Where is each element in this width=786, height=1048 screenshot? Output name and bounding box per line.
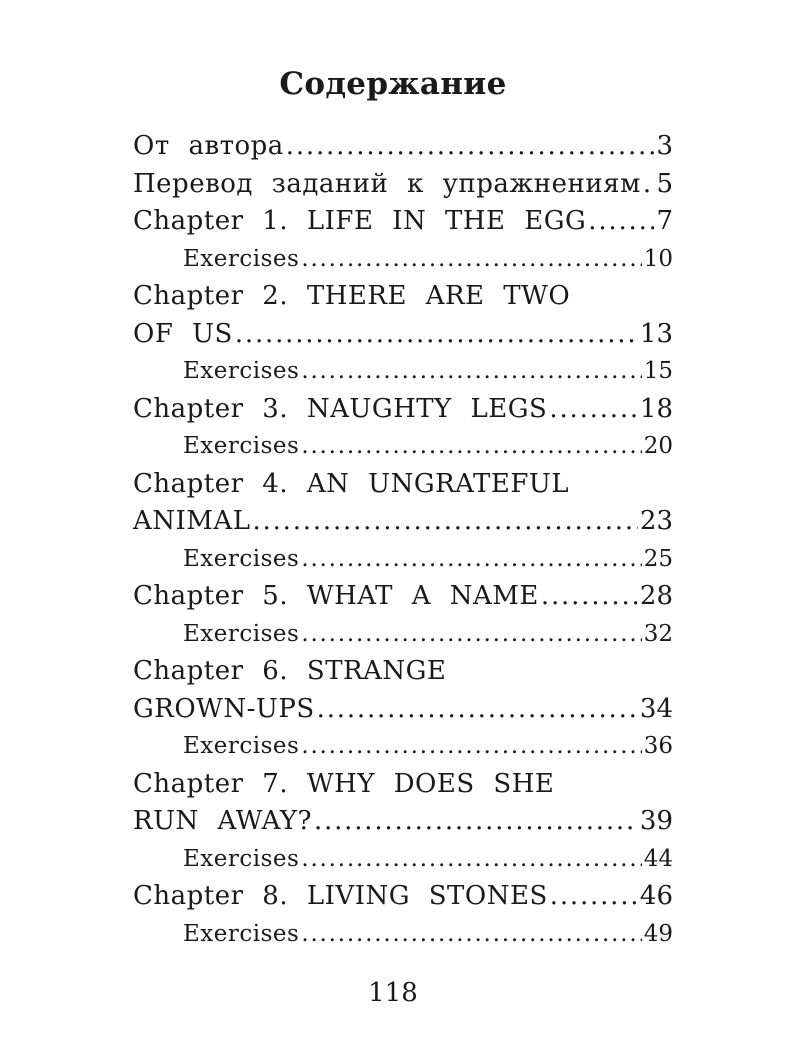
- toc-entry-page: 18: [639, 393, 673, 424]
- toc-entry-label: От автора: [133, 131, 284, 161]
- toc-subentry: [133, 728, 673, 766]
- toc-entry-page: 5: [656, 168, 673, 199]
- toc-subentry: [133, 241, 673, 279]
- toc-subentry-page: 49: [643, 920, 673, 947]
- toc-entry-page: 23: [639, 506, 673, 536]
- toc-entry-page: 46: [639, 881, 673, 911]
- toc-subentry-label: Exercises: [183, 358, 300, 384]
- toc-entry-label-cont: ANIMAL: [133, 506, 251, 536]
- toc-subentry-label: Exercises: [183, 620, 300, 647]
- toc-entry-continuation: [133, 503, 673, 541]
- page-title: Содержание: [279, 66, 507, 102]
- toc-subentry-page: 20: [643, 433, 673, 459]
- dot-leader: [317, 691, 638, 729]
- dot-leader: [252, 503, 637, 541]
- toc-subentry-label: Exercises: [183, 845, 300, 872]
- toc-entry: [133, 391, 673, 429]
- toc-subentry-page: 44: [643, 845, 673, 872]
- toc-entry-first-line: [133, 653, 673, 691]
- toc-entry-label-cont: RUN AWAY?: [133, 806, 312, 836]
- dot-leader: [301, 428, 641, 466]
- toc-entry-label: Перевод заданий к упражнениям: [133, 168, 641, 199]
- toc-subentry: [133, 541, 673, 579]
- toc-entry-continuation: [133, 316, 673, 354]
- toc-subentry: [133, 428, 673, 466]
- toc-subentry-label: Exercises: [183, 545, 300, 572]
- toc-subentry-page: 36: [643, 733, 673, 759]
- toc-entry-label: Chapter 7. WHY DOES SHE: [133, 768, 555, 799]
- toc-subentry-label: Exercises: [183, 433, 300, 459]
- toc-entry-page: 3: [656, 131, 673, 161]
- toc-entry-first-line: [133, 278, 673, 316]
- toc-entry-page: 7: [656, 206, 673, 236]
- dot-leader: [550, 878, 638, 916]
- dot-leader: [235, 316, 638, 354]
- toc-entry-continuation: [133, 691, 673, 729]
- toc-subentry-page: 32: [643, 620, 673, 647]
- toc-subentry: [133, 916, 673, 954]
- toc-entry: [133, 203, 673, 241]
- toc-subentry-page: 15: [643, 358, 673, 384]
- toc-entry-label: Chapter 2. THERE ARE TWO: [133, 281, 571, 311]
- table-of-contents: [133, 128, 673, 953]
- toc-subentry-page: 10: [643, 245, 673, 272]
- dot-leader: [643, 166, 655, 204]
- toc-entry-page: 34: [639, 693, 673, 724]
- dot-leader: [549, 391, 638, 429]
- toc-entry-label: Chapter 1. LIFE IN THE EGG: [133, 206, 587, 236]
- toc-entry-label: Chapter 6. STRANGE: [133, 656, 447, 686]
- toc-entry: [133, 128, 673, 166]
- dot-leader: [301, 541, 641, 579]
- toc-subentry-label: Exercises: [183, 733, 300, 759]
- dot-leader: [541, 578, 638, 616]
- toc-subentry: [133, 353, 673, 391]
- toc-entry-page: 13: [639, 318, 673, 349]
- toc-subentry: [133, 841, 673, 879]
- toc-entry-label: Chapter 8. LIVING STONES: [133, 881, 548, 911]
- dot-leader: [301, 841, 641, 879]
- toc-entry-label: Chapter 5. WHAT A NAME: [133, 581, 539, 611]
- dot-leader: [301, 241, 641, 279]
- toc-entry-continuation: [133, 803, 673, 841]
- toc-entry-label: Chapter 3. NAUGHTY LEGS: [133, 393, 548, 424]
- toc-entry-label: Chapter 4. AN UNGRATEFUL: [133, 468, 570, 499]
- dot-leader: [301, 728, 641, 766]
- toc-entry-first-line: [133, 466, 673, 504]
- dot-leader: [301, 616, 641, 654]
- toc-subentry-label: Exercises: [183, 245, 300, 272]
- dot-leader: [301, 916, 641, 954]
- toc-subentry-label: Exercises: [183, 920, 300, 947]
- toc-entry-first-line: [133, 766, 673, 804]
- dot-leader: [301, 353, 641, 391]
- dot-leader: [588, 203, 654, 241]
- toc-entry: [133, 878, 673, 916]
- toc-entry-page: 39: [639, 806, 673, 836]
- dot-leader: [286, 128, 655, 166]
- dot-leader: [314, 803, 638, 841]
- toc-entry-label-cont: GROWN-UPS: [133, 693, 315, 724]
- toc-entry-page: 28: [639, 581, 673, 611]
- page-number: 118: [368, 978, 418, 1008]
- toc-subentry-page: 25: [643, 545, 673, 572]
- toc-entry: [133, 166, 673, 204]
- toc-entry: [133, 578, 673, 616]
- toc-subentry: [133, 616, 673, 654]
- toc-entry-label-cont: OF US: [133, 318, 233, 349]
